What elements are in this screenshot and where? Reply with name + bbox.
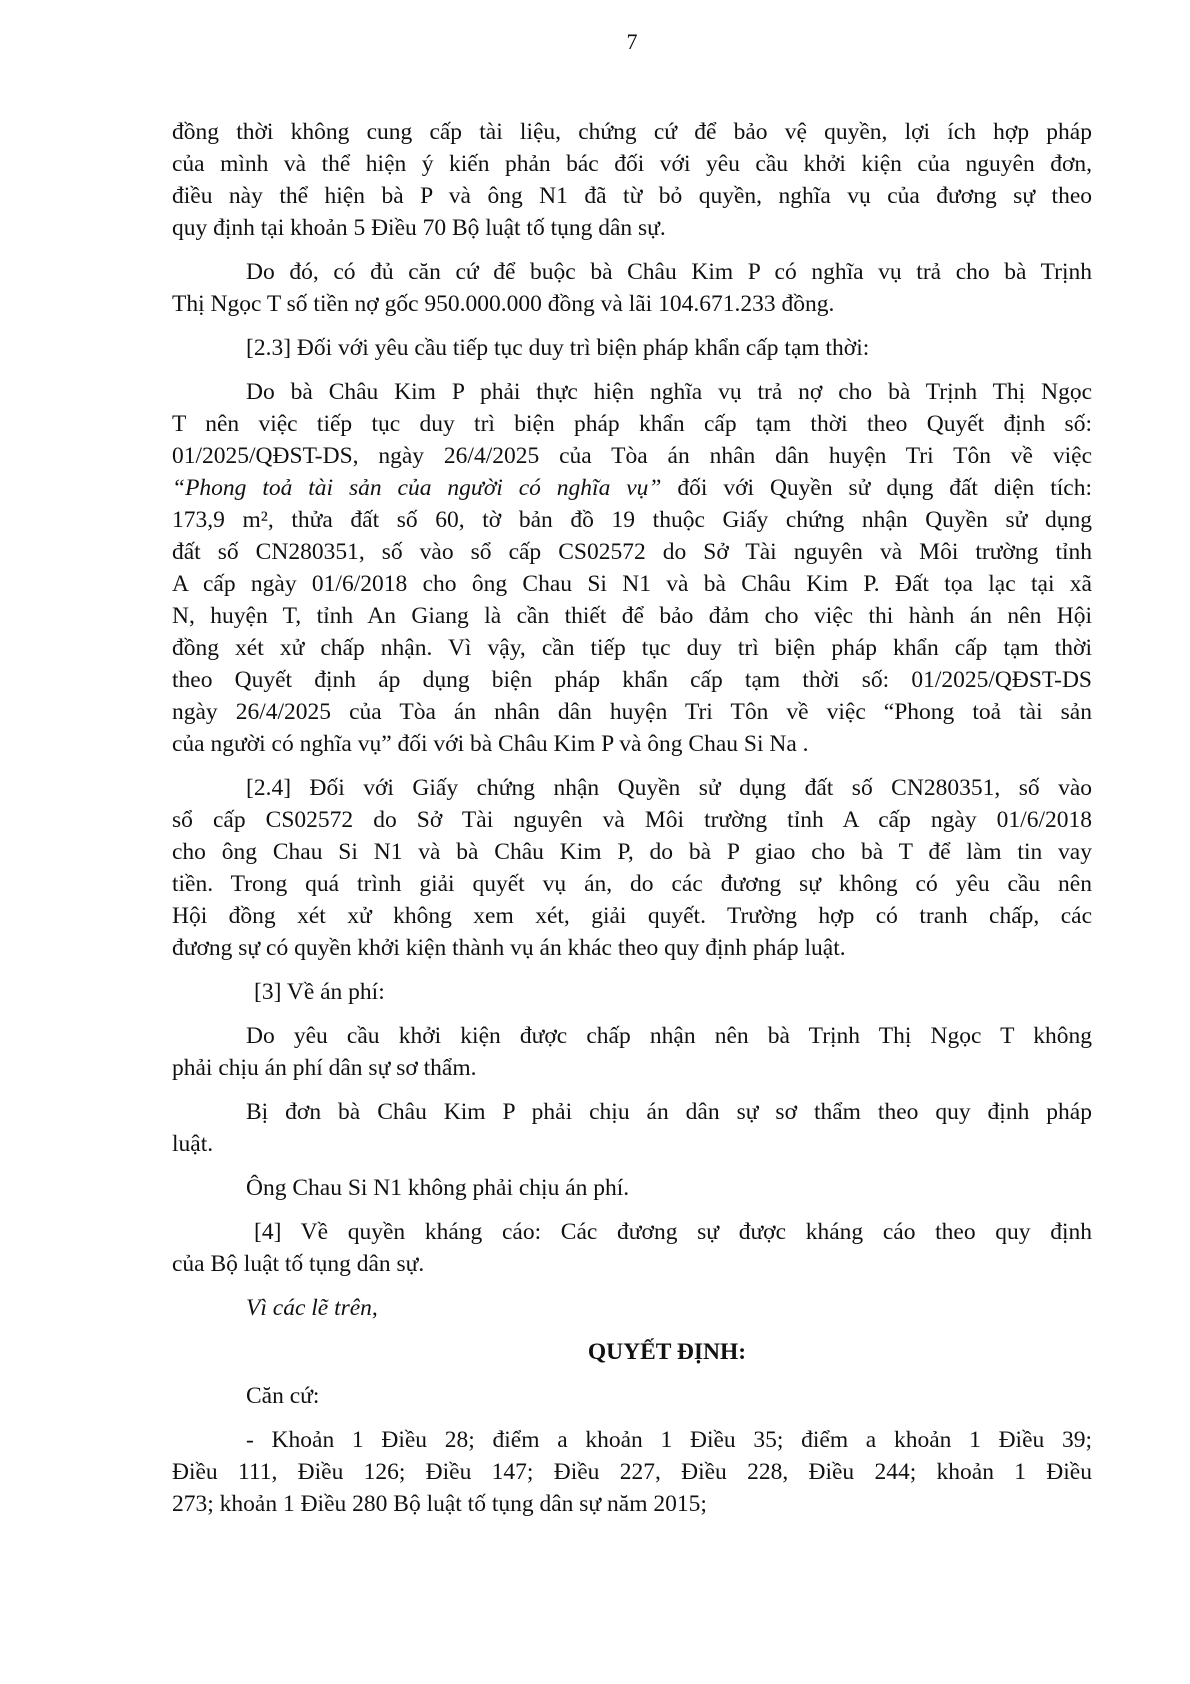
- text-line: điều này thể hiện bà P và ông N1 đã từ bỏ quyền, nghĩa vụ của đương sự theo: [172, 183, 1092, 209]
- text-line: [172, 472, 1092, 504]
- text-line: Do đó, có đủ căn cứ để buộc bà Châu Kim P có nghĩa vụ trả cho bà Trịnh: [246, 259, 1092, 285]
- text-line: của mình và thể hiện ý kiến phản bác đối với yêu cầu khởi kiện của nguyên đơn,: [172, 151, 1092, 177]
- document-body: [172, 116, 1092, 1520]
- paragraph: [172, 1216, 1092, 1280]
- text-line: quy định tại khoản 5 Điều 70 Bộ luật tố tụng dân sự.: [172, 215, 666, 241]
- text-line: 173,9 m², thửa đất số 60, tờ bản đồ 19 thuộc Giấy chứng nhận Quyền sử dụng: [172, 507, 1092, 533]
- text-line: Ông Chau Si N1 không phải chịu án phí.: [246, 1175, 630, 1201]
- text-line: [4] Về quyền kháng cáo: Các đương sự được kháng cáo theo quy định: [254, 1219, 1092, 1245]
- text-line: [2.4] Đối với Giấy chứng nhận Quyền sử dụng đất số CN280351, số vào: [246, 775, 1092, 801]
- text-line: đương sự có quyền khởi kiện thành vụ án khác theo quy định pháp luật.: [172, 935, 846, 961]
- paragraph: [172, 1292, 1092, 1324]
- text-line: Căn cứ:: [246, 1383, 320, 1409]
- text-line: 01/2025/QĐST-DS, ngày 26/4/2025 của Tòa án nhân dân huyện Tri Tôn về việc: [172, 443, 1092, 469]
- text-line: N, huyện T, tỉnh An Giang là cần thiết để bảo đảm cho việc thi hành án nên Hội: [172, 603, 1092, 629]
- paragraph: [172, 1096, 1092, 1160]
- text-line: sổ cấp CS02572 do Sở Tài nguyên và Môi trường tỉnh A cấp ngày 01/6/2018: [172, 807, 1092, 833]
- paragraph: [172, 332, 1092, 364]
- text-line: Bị đơn bà Châu Kim P phải chịu án dân sự sơ thẩm theo quy định pháp: [246, 1099, 1092, 1125]
- text-span: đối với Quyền sử dụng đất diện tích:: [661, 475, 1092, 501]
- paragraph: [172, 116, 1092, 244]
- text-line: Thị Ngọc T số tiền nợ gốc 950.000.000 đồng và lãi 104.671.233 đồng.: [172, 291, 835, 317]
- paragraph: [172, 976, 1092, 1008]
- text-line: Do yêu cầu khởi kiện được chấp nhận nên bà Trịnh Thị Ngọc T không: [246, 1023, 1092, 1049]
- text-line: 273; khoản 1 Điều 280 Bộ luật tố tụng dân sự năm 2015;: [172, 1491, 707, 1517]
- page-number: 7: [626, 29, 638, 54]
- text-line: theo Quyết định áp dụng biện pháp khẩn cấp tạm thời số: 01/2025/QĐST-DS: [172, 667, 1092, 693]
- paragraph: [172, 772, 1092, 964]
- text-line: đồng xét xử chấp nhận. Vì vậy, cần tiếp tục duy trì biện pháp khẩn cấp tạm thời: [172, 635, 1092, 661]
- text-line: cho ông Chau Si N1 và bà Châu Kim P, do bà P giao cho bà T để làm tin vay: [172, 839, 1092, 865]
- paragraph: [172, 1172, 1092, 1204]
- paragraph: [172, 1380, 1092, 1412]
- text-line: đất số CN280351, số vào sổ cấp CS02572 do Sở Tài nguyên và Môi trường tỉnh: [172, 539, 1092, 565]
- text-line: đồng thời không cung cấp tài liệu, chứng cứ để bảo vệ quyền, lợi ích hợp pháp: [172, 119, 1092, 145]
- paragraph: [172, 1020, 1092, 1084]
- text-line: của người có nghĩa vụ” đối với bà Châu Kim P và ông Chau Si Na .: [172, 731, 809, 757]
- text-line: ngày 26/4/2025 của Tòa án nhân dân huyện Tri Tôn về việc “Phong toả tài sản: [172, 699, 1092, 725]
- text-line: A cấp ngày 01/6/2018 cho ông Chau Si N1 và bà Châu Kim P. Đất tọa lạc tại xã: [172, 571, 1092, 597]
- paragraph: [172, 1424, 1092, 1520]
- text-line: [3] Về án phí:: [254, 979, 385, 1005]
- text-line: tiền. Trong quá trình giải quyết vụ án, do các đương sự không có yêu cầu nên: [172, 871, 1092, 897]
- text-line: phải chịu án phí dân sự sơ thẩm.: [172, 1055, 477, 1081]
- text-line: Hội đồng xét xử không xem xét, giải quyết. Trường hợp có tranh chấp, các: [172, 903, 1092, 929]
- text-line: - Khoản 1 Điều 28; điểm a khoản 1 Điều 35; điểm a khoản 1 Điều 39;: [246, 1427, 1092, 1453]
- text-line: T nên việc tiếp tục duy trì biện pháp khẩn cấp tạm thời theo Quyết định số:: [172, 411, 1092, 437]
- quoted-title: “Phong toả tài sản của người có nghĩa vụ”: [172, 475, 662, 501]
- text-line: [2.3] Đối với yêu cầu tiếp tục duy trì biện pháp khẩn cấp tạm thời:: [246, 335, 870, 361]
- text-line: Do bà Châu Kim P phải thực hiện nghĩa vụ trả nợ cho bà Trịnh Thị Ngọc: [246, 379, 1092, 405]
- paragraph: [172, 376, 1092, 760]
- text-line: luật.: [172, 1131, 214, 1157]
- text-line: Vì các lẽ trên,: [246, 1295, 378, 1321]
- section-heading: QUYẾT ĐỊNH:: [587, 1339, 747, 1365]
- text-line: Điều 111, Điều 126; Điều 147; Điều 227, Điều 228, Điều 244; khoản 1 Điều: [172, 1459, 1092, 1485]
- paragraph: [172, 256, 1092, 320]
- text-line: của Bộ luật tố tụng dân sự.: [172, 1251, 425, 1277]
